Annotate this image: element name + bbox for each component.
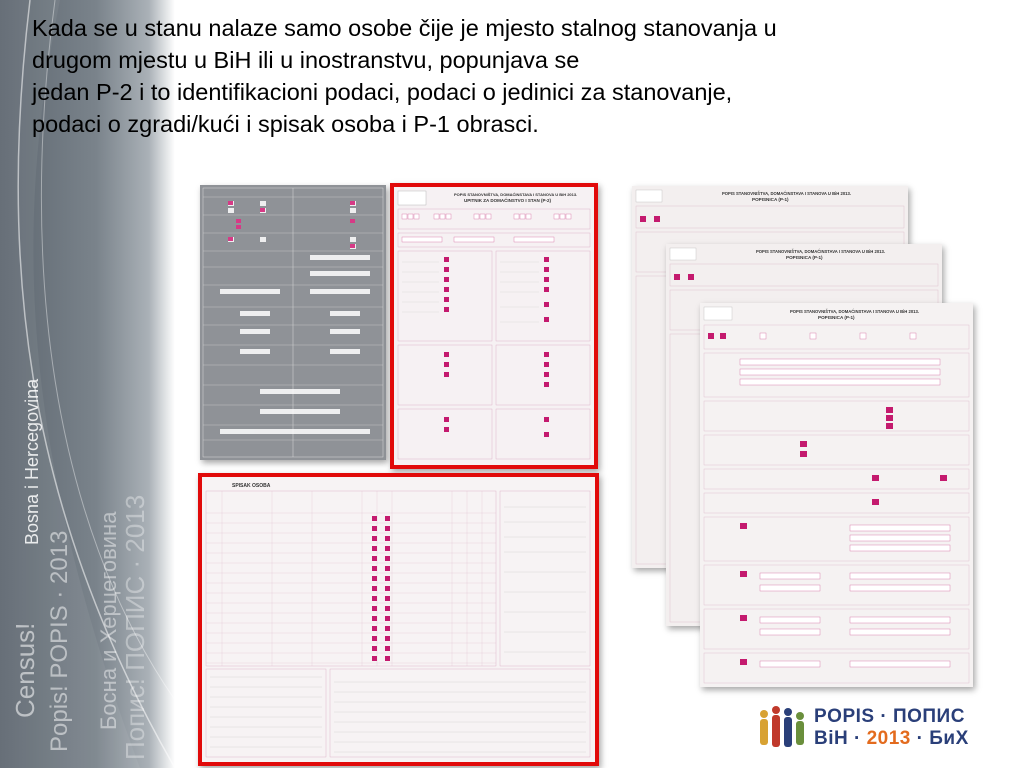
slide-body-text: Kada se u stanu nalaze samo osobe čije je mjesto stalnog stanovanja u drugom mjestu u BiH ili u inostranstvu, popunjava se jedan P-2 i to identifikacioni podaci, podaci o jedinici za stanovanje, podaci o zgradi/kući i spisak osoba i P-1 obrasci. (32, 15, 777, 137)
sidebar-text-census: Census! (10, 622, 40, 718)
person-list-title: SPISAK OSOBA (232, 483, 271, 489)
p2-subtitle: UPITNIK ZA DOMAĆINSTVO I STAN (P-2) (464, 198, 551, 203)
p2-title: POPIS STANOVNIŠTVA, DOMAĆINSTAVA I STANOVA U BiH 2013. (454, 192, 578, 197)
p1-sheet-1-title: POPIS STANOVNIŠTVA, DOMAĆINSTAVA I STANOVA U BiH 2013. (722, 191, 851, 196)
form-p1-sheet-3-content (700, 303, 973, 687)
sidebar-text-popis: Popis! POPIS · 2013 (46, 530, 73, 752)
p1-sheet-3-subtitle: POPISNICA (P-1) (818, 315, 855, 320)
sidebar-text-popis-cyr: Попис! ПОПИС · 2013 (120, 494, 150, 760)
form-p2-front-content (394, 187, 594, 465)
sidebar-text-bih-cyr: Босна и Херцеговина (96, 511, 121, 730)
form-p2-back-page (200, 185, 386, 460)
logo-line-2 (814, 728, 969, 750)
logo-line-1: POPIS · ПОПИС (814, 706, 965, 727)
logo-year: 2013 (866, 728, 911, 749)
logo-bih-suffix: · БиХ (910, 728, 969, 749)
form-p1-sheet-3 (700, 303, 973, 687)
logo-figures-icon (752, 700, 812, 760)
p1-sheet-1-subtitle: POPISNICA (P-1) (752, 197, 789, 202)
sidebar-text-bih: Bosna i Hercegovina (22, 378, 42, 545)
form-p2-back-content (200, 185, 386, 460)
form-person-list-content (202, 477, 595, 762)
p1-sheet-3-title: POPIS STANOVNIŠTVA, DOMAĆINSTAVA I STANOVA U BiH 2013. (790, 309, 919, 314)
logo-bih-prefix: BiH · (814, 728, 867, 749)
form-p2-front (390, 183, 598, 469)
popis-bih-2013-logo (752, 700, 1012, 760)
p1-sheet-2-title: POPIS STANOVNIŠTVA, DOMAĆINSTAVA I STANOVA U BiH 2013. (756, 249, 885, 254)
p1-sheet-2-subtitle: POPISNICA (P-1) (786, 255, 823, 260)
form-person-list (198, 473, 599, 766)
